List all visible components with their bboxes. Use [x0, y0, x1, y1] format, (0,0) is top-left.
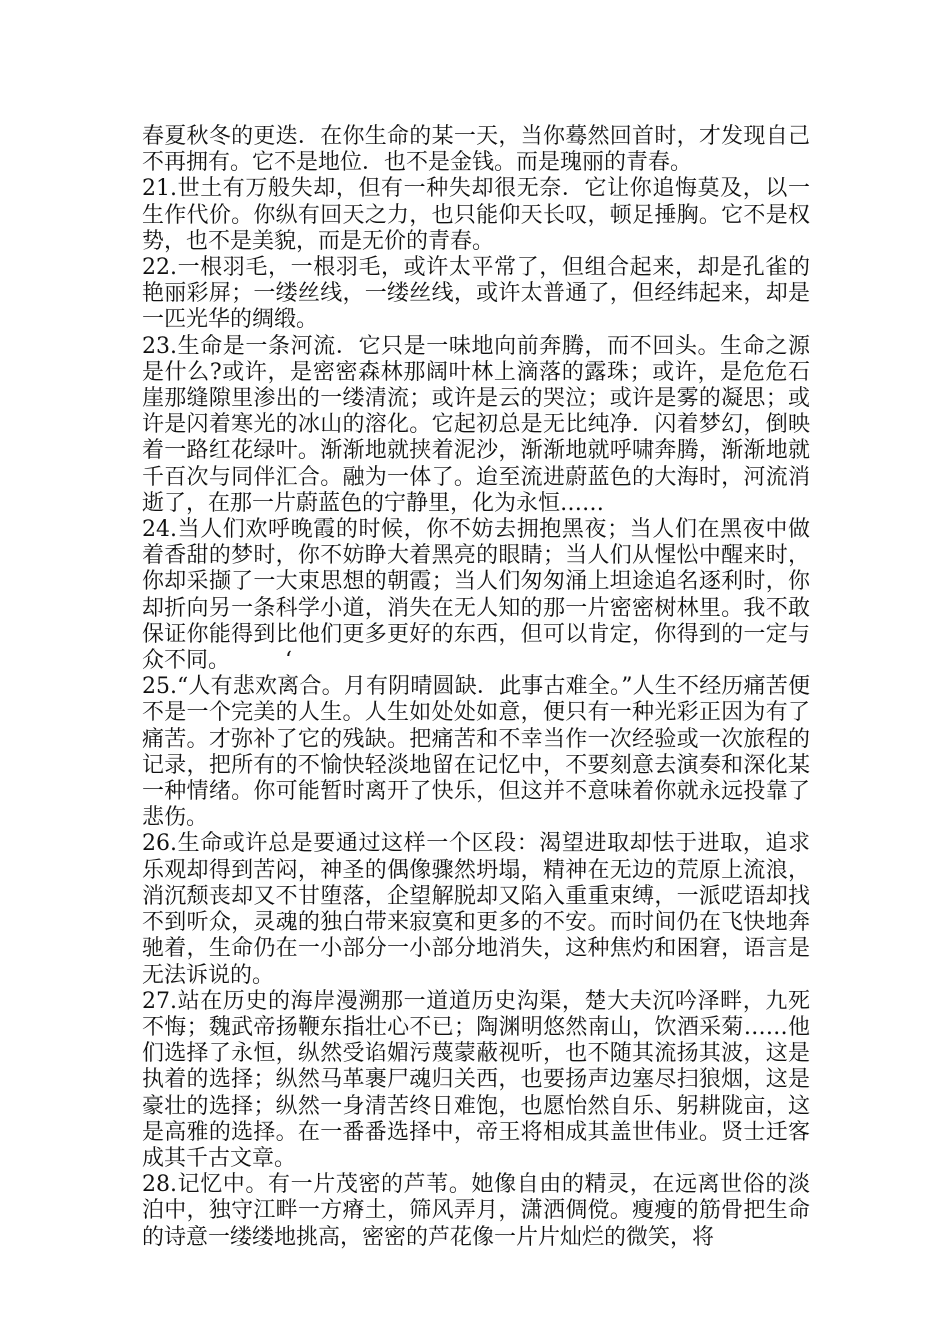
paragraph-22: 22.一根羽毛，一根羽毛，或许太平常了，但组合起来，却是孔雀的艳丽彩屏；一缕丝线，一缕丝线，或许太普通了，但经纬起来，却是一匹光华的绸缎。	[142, 255, 810, 333]
paragraph-23: 23.生命是一条河流．它只是一味地向前奔腾，而不回头。生命之源是什么?或许，是密密森林那阔叶林上滴落的露珠；或许，是危危石崖那缝隙里渗出的一缕清流；或许是云的哭泣；或许是雾的凝思；或许是闪着寒光的冰山的溶化。它起初总是无比纯净．闪着梦幻，倒映着一路红花绿叶。渐渐地就挟着泥沙，渐渐地就呼啸奔腾，渐渐地就千百次与同伴汇合。融为一体了。迨至流进蔚蓝色的大海时，河流消逝了，在那一片蔚蓝色的宁静里，化为永恒……	[142, 333, 810, 516]
paragraph-26: 26.生命或许总是要通过这样一个区段：渴望进取却怯于进取，追求乐观却得到苦闷，神圣的偶像骤然坍塌，精神在无边的荒原上流浪，消沉颓丧却又不甘堕落，企望解脱却又陷入重重束缚，一派呓语却找不到听众，灵魂的独白带来寂寞和更多的不安。而时间仍在飞快地奔驰着，生命仍在一小部分一小部分地消失，这种焦灼和困窘，语言是无法诉说的。	[142, 831, 810, 988]
paragraph-24: 24.当人们欢呼晚霞的时候，你不妨去拥抱黑夜；当人们在黑夜中做着香甜的梦时，你不妨睁大着黑亮的眼睛；当人们从惺忪中醒来时，你却采撷了一大束思想的朝霞；当人们匆匆涌上坦途追名逐利时，你却折向另一条科学小道，消失在无人知的那一片密密树林里。我不敢保证你能得到比他们更多更好的东西，但可以肯定，你得到的一定与众不同。 ‘	[142, 517, 810, 674]
document-body	[142, 124, 810, 1251]
paragraph-27: 27.站在历史的海岸漫溯那一道道历史沟渠，楚大夫沉吟泽畔，九死不悔；魏武帝扬鞭东指壮心不已；陶渊明悠然南山，饮酒采菊……他们选择了永恒，纵然受谄媚污蔑蒙蔽视听，也不随其流扬其波，这是执着的选择；纵然马革裹尸魂归关西，也要扬声边塞尽扫狼烟，这是豪壮的选择；纵然一身清苦终日难饱，也愿怡然自乐、躬耕陇亩，这是高雅的选择。在一番番选择中，帝王将相成其盖世伟业。贤士迁客成其千古文章。	[142, 988, 810, 1171]
paragraph-21: 21.世土有万般失却，但有一种失却很无奈．它让你追悔莫及，以一生作代价。你纵有回天之力，也只能仰天长叹，顿足捶胸。它不是权势，也不是美貌，而是无价的青春。	[142, 176, 810, 254]
paragraph-intro: 春夏秋冬的更迭．在你生命的某一天，当你蓦然回首时，才发现自己不再拥有。它不是地位．也不是金钱。而是瑰丽的青春。	[142, 124, 810, 176]
paragraph-28: 28.记忆中。有一片茂密的芦苇。她像自由的精灵，在远离世俗的淡泊中，独守江畔一方瘠土，筛风弄月，潇洒倜傥。瘦瘦的筋骨把生命的诗意一缕缕地挑高，密密的芦花像一片片灿烂的微笑，将	[142, 1172, 810, 1250]
paragraph-25: 25.“人有悲欢离合。月有阴晴圆缺．此事古难全。”人生不经历痛苦便不是一个完美的人生。人生如处处如意，便只有一种光彩正因为有了痛苦。才弥补了它的残缺。把痛苦和不幸当作一次经验或一次旅程的记录，把所有的不愉快轻淡地留在记忆中，不要刻意去演奏和深化某一种情绪。你可能暂时离开了快乐，但这并不意味着你就永远投靠了悲伤。	[142, 674, 810, 831]
